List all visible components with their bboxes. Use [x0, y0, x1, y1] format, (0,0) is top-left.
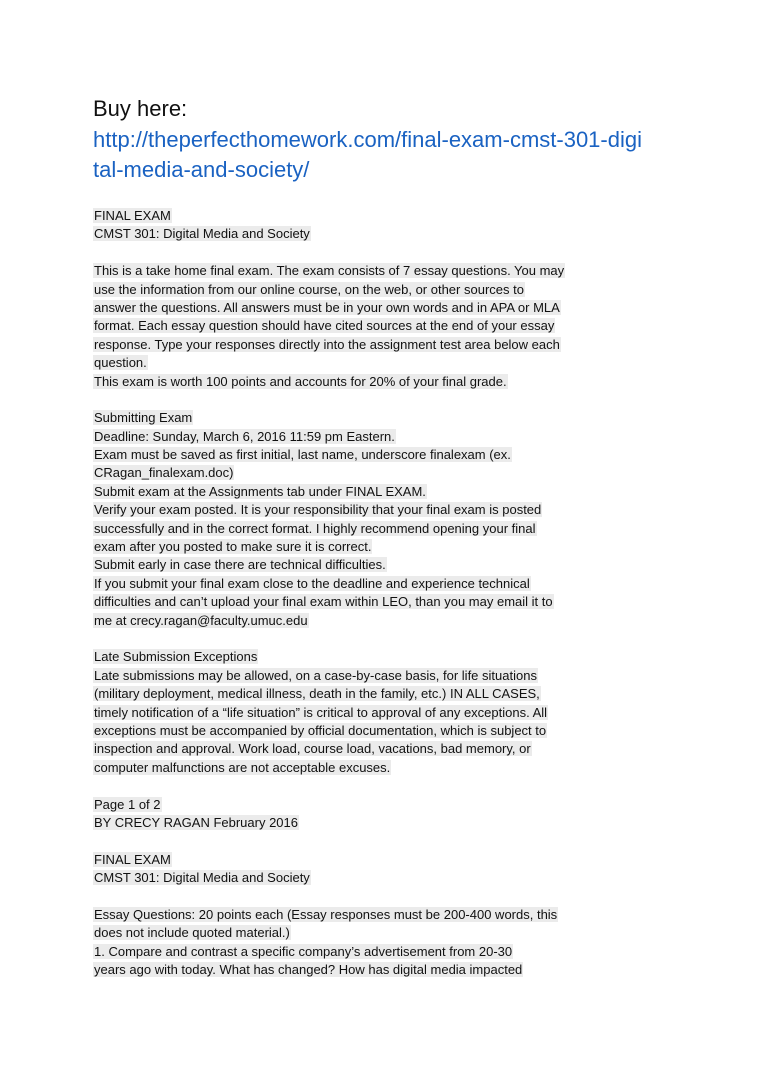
submitting-line	[93, 428, 713, 446]
late-line	[93, 667, 713, 685]
submitting-text: Exam must be saved as first initial, last name, underscore finalexam (ex.	[94, 447, 511, 463]
intro-text: use the information from our online course, on the web, or other sources to	[94, 281, 524, 297]
essay-text: years ago with today. What has changed? How has digital media impacted	[94, 962, 523, 978]
late-text: exceptions must be accompanied by official documentation, which is subject to	[94, 722, 547, 738]
submitting-line	[93, 446, 713, 464]
late-text: timely notification of a “life situation” is critical to approval of any exceptions. All	[94, 704, 548, 720]
buy-link-line-1[interactable]: http://theperfecthomework.com/final-exam-cmst-301-digi	[93, 127, 642, 152]
late-text: Late submissions may be allowed, on a case-by-case basis, for life situations	[94, 667, 537, 683]
late-text: computer malfunctions are not acceptable excuses.	[94, 759, 391, 775]
exam-body	[93, 207, 713, 979]
submitting-text: Submit early in case there are technical difficulties.	[94, 557, 386, 573]
submitting-heading: Submitting Exam	[94, 410, 193, 426]
page-number: Page 1 of 2	[94, 796, 161, 812]
late-line	[93, 722, 713, 740]
intro-line	[93, 262, 713, 280]
intro-line	[93, 299, 713, 317]
essay-line	[93, 961, 713, 979]
submitting-line	[93, 612, 713, 630]
submitting-line	[93, 520, 713, 538]
intro-line	[93, 354, 713, 372]
submitting-text: me at crecy.ragan@faculty.umuc.edu	[94, 612, 308, 628]
submitting-text: Verify your exam posted. It is your responsibility that your final exam is posted	[94, 502, 542, 518]
submitting-text: If you submit your final exam close to the deadline and experience technical	[94, 575, 530, 591]
second-course: CMST 301: Digital Media and Society	[94, 870, 310, 886]
intro-text: format. Each essay question should have cited sources at the end of your essay	[94, 318, 555, 334]
submitting-line	[93, 593, 713, 611]
intro-title-line	[93, 207, 713, 225]
late-text: (military deployment, medical illness, death in the family, etc.) IN ALL CASES,	[94, 686, 540, 702]
intro-line	[93, 317, 713, 335]
late-line	[93, 685, 713, 703]
submitting-line	[93, 538, 713, 556]
submitting-line	[93, 464, 713, 482]
late-heading-line	[93, 648, 713, 666]
intro-line	[93, 373, 713, 391]
intro-course-line	[93, 225, 713, 243]
essay-text: Essay Questions: 20 points each (Essay responses must be 200-400 words, this	[94, 906, 558, 922]
intro-text: question.	[94, 355, 147, 371]
essay-line	[93, 906, 713, 924]
buy-link-line-2[interactable]: tal-media-and-society/	[93, 157, 310, 182]
author-line	[93, 814, 713, 832]
second-title: FINAL EXAM	[94, 851, 171, 867]
submitting-text: exam after you posted to make sure it is correct.	[94, 539, 372, 555]
late-line	[93, 740, 713, 758]
intro-line	[93, 336, 713, 354]
late-line	[93, 759, 713, 777]
intro-line	[93, 281, 713, 299]
submitting-line	[93, 575, 713, 593]
buy-header	[93, 93, 713, 185]
intro-course: CMST 301: Digital Media and Society	[94, 226, 310, 242]
essay-line	[93, 924, 713, 942]
essay-line	[93, 943, 713, 961]
submitting-text: difficulties and can’t upload your final exam within LEO, than you may email it to	[94, 594, 553, 610]
submitting-line	[93, 483, 713, 501]
second-title-line	[93, 851, 713, 869]
essay-text: 1. Compare and contrast a specific company’s advertisement from 20-30	[94, 943, 513, 959]
submitting-line	[93, 501, 713, 519]
essay-text: does not include quoted material.)	[94, 925, 290, 941]
intro-text: answer the questions. All answers must be in your own words and in APA or MLA	[94, 299, 560, 315]
intro-title: FINAL EXAM	[94, 208, 171, 223]
author: BY CRECY RAGAN February 2016	[94, 814, 298, 830]
second-course-line	[93, 869, 713, 887]
intro-text: This is a take home final exam. The exam consists of 7 essay questions. You may	[94, 263, 565, 279]
late-line	[93, 704, 713, 722]
page-number-line	[93, 796, 713, 814]
late-text: inspection and approval. Work load, course load, vacations, bad memory, or	[94, 741, 531, 757]
buy-label: Buy here:	[93, 96, 188, 121]
submitting-text: CRagan_finalexam.doc)	[94, 465, 234, 481]
submitting-text: Deadline: Sunday, March 6, 2016 11:59 pm Eastern.	[94, 428, 395, 444]
submitting-heading-line	[93, 409, 713, 427]
late-heading: Late Submission Exceptions	[94, 649, 258, 665]
submitting-line	[93, 556, 713, 574]
submitting-text: Submit exam at the Assignments tab under FINAL EXAM.	[94, 483, 426, 499]
intro-text: response. Type your responses directly into the assignment test area below each	[94, 336, 560, 352]
submitting-text: successfully and in the correct format. I highly recommend opening your final	[94, 520, 536, 536]
intro-text: This exam is worth 100 points and accounts for 20% of your final grade.	[94, 373, 507, 389]
